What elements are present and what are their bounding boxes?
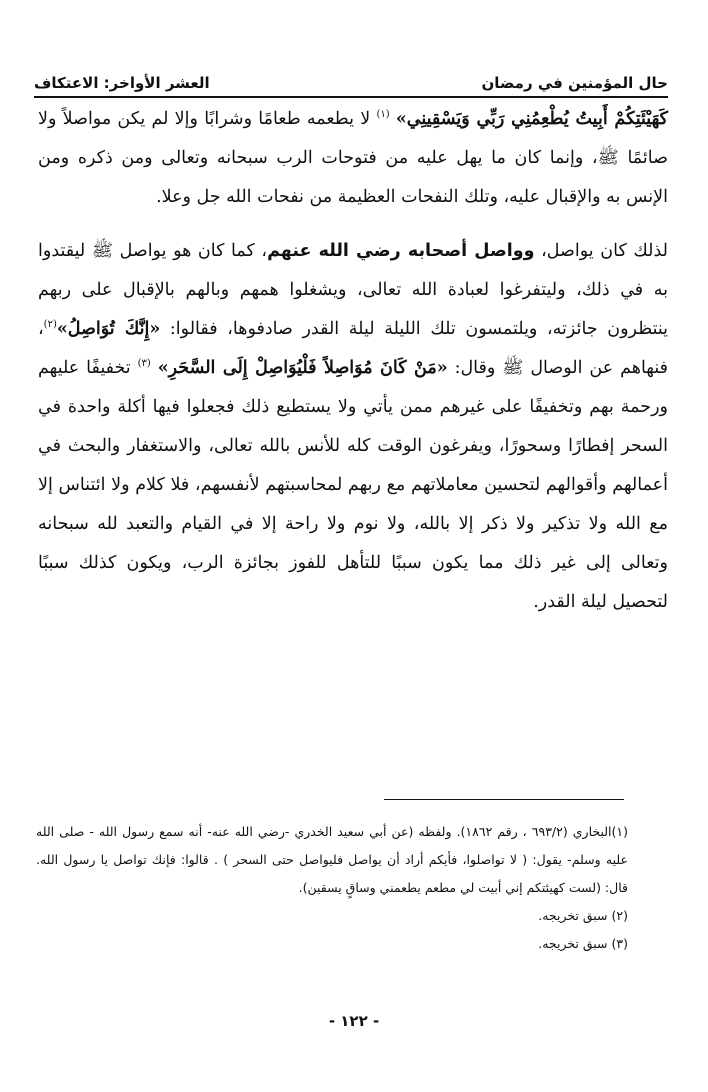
paragraph-2-text-b: ، كما كان هو يواصل ﷺ ليقتدوا به في ذلك، وليتفرغوا لعبادة الله تعالى، ويشغلوا همهم وبالهم بالإقبال على ربهم ينتظرون جائزته، ويلتمسون تلك الليلة ليلة القدر صادفوها، فقالوا: xyxy=(38,241,668,339)
paragraph-2-text-a: لذلك كان يواصل، xyxy=(534,241,668,261)
header-chapter-title: العشر الأواخر: الاعتكاف xyxy=(34,74,210,92)
header-book-title: حال المؤمنين في رمضان xyxy=(481,74,668,92)
footnotes xyxy=(36,818,628,958)
footnote-1: (١)البخاري (٦٩٣/٢ ، رقم ١٨٦٢). ولفظه (عن أبي سعيد الخدري -رضي الله عنه- أنه سمع رسول الله - صلى الله عليه وسلم- يقول: ( لا تواصلوا، فأيكم أراد أن يواصل فليواصل حتى السحر ) . قالوا: فإنك تواصل يا رسول الله. قال: (لست كهيئتكم إني أبيت لي مطعم يطعمني وساقٍ يسقين). xyxy=(36,824,628,895)
companions-bold: وواصل أصحابه رضي الله عنهم xyxy=(267,241,535,261)
footnote-3: (٣) سبق تخريجه. xyxy=(538,936,628,951)
page-number: - ١٢٢ - xyxy=(328,1012,380,1030)
paragraph-2-text-c: ، فنهاهم عن الوصال ﷺ وقال: xyxy=(38,319,668,378)
paragraph-2 xyxy=(38,232,668,622)
footnote-ref-1: (١) xyxy=(376,109,390,121)
footnote-ref-3: (٣) xyxy=(137,358,151,370)
main-text xyxy=(38,100,668,622)
paragraph-1-text: لا يطعمه طعامًا وشرابًا وإلا لم يكن مواصلاً ولا صائمًا ﷺ، وإنما كان ما يهل عليه من فتوحات الرب سبحانه وتعالى ومن ذكره ومن الإنس به والإقبال عليه، وتلك النفحات العظيمة من نفحات الله جل وعلا. xyxy=(38,109,668,207)
paragraph-2-text-d: تخفيفًا عليهم ورحمة بهم وتخفيفًا على غيرهم ممن يأتي ولا يستطيع ذلك فجعلوا فيها أكلة واحدة في السحر إفطارًا وسحورًا، ويفرغون الوقت كله للأنس بالله تعالى، والاستغفار والبحث في أعمالهم وأقوالهم لتحسين معاملاتهم مع ربهم لمحاسبتهم لأنفسهم، فلا كلام ولا ائتناس إلا مع الله ولا تذكير ولا ذكر إلا بالله، ولا نوم ولا راحة إلا في القيام والتعبد لله سبحانه وتعالى إلى غير ذلك مما يكون سببًا للتأهل للفوز بجائزة الرب، ويكون كذلك سببًا لتحصيل ليلة القدر. xyxy=(38,358,668,612)
hadith-quote-2: «إِنَّكَ تُوَاصِلُ» xyxy=(56,319,161,339)
footnote-ref-2: (٢) xyxy=(43,319,57,331)
page-header xyxy=(34,62,668,98)
hadith-quote-3: «مَنْ كَانَ مُوَاصِلاً فَلْيُوَاصِلْ إِلَى السَّحَرِ» xyxy=(157,358,448,378)
paragraph-1 xyxy=(38,100,668,217)
footnote-2: (٢) سبق تخريجه. xyxy=(538,908,628,923)
footnote-divider xyxy=(384,799,624,800)
hadith-quote: كَهَيْئَتِكُمْ أَبِيتُ يُطْعِمُنِي رَبِّي وَيَسْقِينِي» xyxy=(395,109,668,129)
